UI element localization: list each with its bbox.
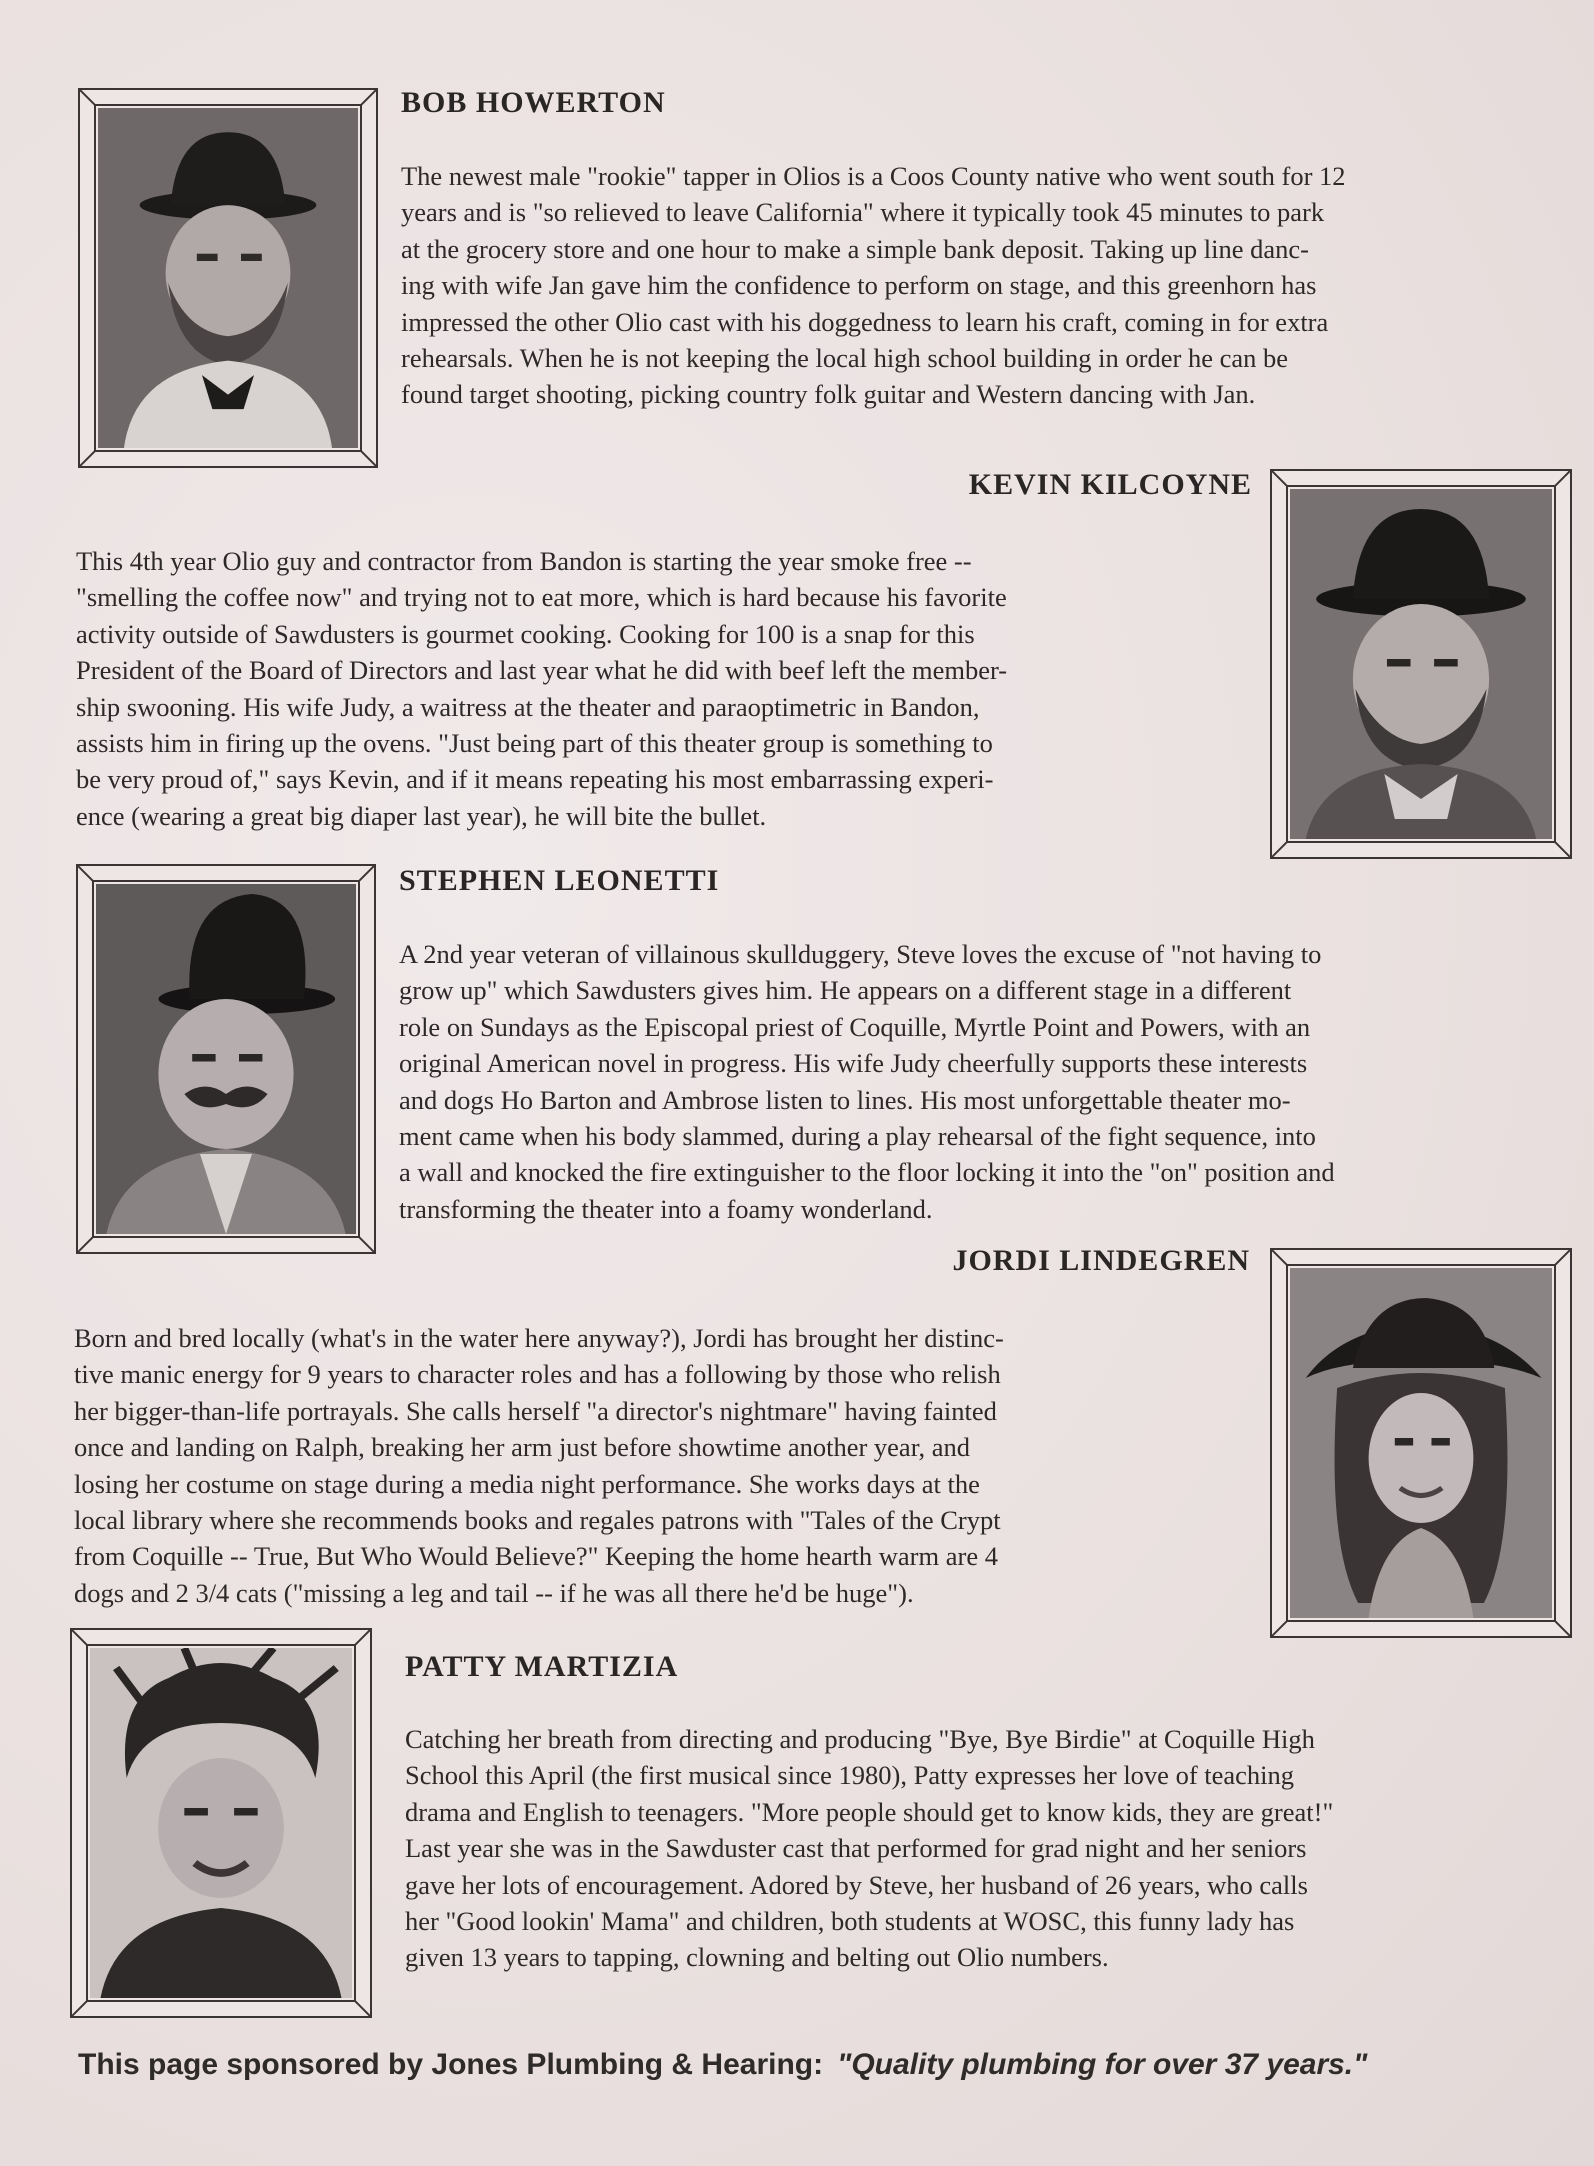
profile-name: JORDI LINDEGREN xyxy=(952,1244,1250,1277)
bio-line: tive manic energy for 9 years to character roles and has a following by those who relish xyxy=(74,1359,1001,1390)
bio-line: ing with wife Jan gave him the confidence to perform on stage, and this greenhorn has xyxy=(401,270,1317,301)
bio-line: impressed the other Olio cast with his doggedness to learn his craft, coming in for extra xyxy=(401,306,1329,337)
bio-line: ence (wearing a great big diaper last year), he will bite the bullet. xyxy=(76,800,767,831)
bio-line: losing her costume on stage during a media night performance. She works days at the xyxy=(74,1468,980,1499)
bio-line: her "Good lookin' Mama" and children, both students at WOSC, this funny lady has xyxy=(405,1906,1295,1937)
bio-line: transforming the theater into a foamy wonderland. xyxy=(399,1193,933,1224)
bio-line: original American novel in progress. His wife Judy cheerfully supports these interests xyxy=(399,1048,1308,1079)
bio-line: her bigger-than-life portrayals. She calls herself "a director's nightmare" having fainted xyxy=(74,1395,997,1426)
bio-line: "smelling the coffee now" and trying not to eat more, which is hard because his favorite xyxy=(76,582,1007,613)
bio-line: found target shooting, picking country folk guitar and Western dancing with Jan. xyxy=(401,379,1256,410)
bio-line: ment came when his body slammed, during a play rehearsal of the fight sequence, into xyxy=(399,1121,1316,1152)
bio-line: rehearsals. When he is not keeping the local high school building in order he can be xyxy=(401,343,1288,374)
photo-frame-jordi-lindegren xyxy=(1270,1248,1572,1638)
profile-bio xyxy=(399,936,1576,1227)
photo-frame-patty-martizia xyxy=(70,1628,372,2018)
bio-line: A 2nd year veteran of villainous skullduggery, Steve loves the excuse of "not having to xyxy=(399,939,1322,969)
bio-line: Born and bred locally (what's in the water here anyway?), Jordi has brought her distinc- xyxy=(74,1323,1004,1353)
bio-line: and dogs Ho Barton and Ambrose listen to lines. His most unforgettable theater mo- xyxy=(399,1084,1291,1115)
bio-line: once and landing on Ralph, breaking her arm just before showtime another year, and xyxy=(74,1432,970,1463)
bio-line: Catching her breath from directing and producing "Bye, Bye Birdie" at Coquille High xyxy=(405,1724,1315,1754)
photo-frame-stephen-leonetti xyxy=(76,864,376,1254)
bio-line: from Coquille -- True, But Who Would Believe?" Keeping the home hearth warm are 4 xyxy=(74,1541,998,1572)
bio-line: grow up" which Sawdusters gives him. He appears on a different stage in a different xyxy=(399,975,1292,1006)
photo-frame-kevin-kilcoyne xyxy=(1270,469,1572,859)
profile-name: KEVIN KILCOYNE xyxy=(968,468,1252,501)
bio-line: President of the Board of Directors and last year what he did with beef left the member- xyxy=(76,655,1008,686)
profile-bio xyxy=(74,1320,1250,1611)
bio-line: Last year she was in the Sawduster cast that performed for grad night and her seniors xyxy=(405,1833,1307,1864)
profile-bio xyxy=(401,158,1576,413)
bio-line: given 13 years to tapping, clowning and belting out Olio numbers. xyxy=(405,1942,1109,1973)
bio-line: a wall and knocked the fire extinguisher to the floor locking it into the "on" position and xyxy=(399,1157,1335,1188)
bio-line: role on Sundays as the Episcopal priest of Coquille, Myrtle Point and Powers, with an xyxy=(399,1011,1311,1042)
sponsor-text: This page sponsored by Jones Plumbing & Hearing: xyxy=(78,2048,824,2081)
profile-name: BOB HOWERTON xyxy=(401,86,666,119)
profile-bio xyxy=(76,543,1252,834)
bio-line: dogs and 2 3/4 cats ("missing a leg and tail -- if he was all there he'd be huge"). xyxy=(74,1577,914,1608)
bio-line: gave her lots of encouragement. Adored by Steve, her husband of 26 years, who calls xyxy=(405,1869,1308,1900)
profile-name: PATTY MARTIZIA xyxy=(405,1650,679,1683)
bio-line: ship swooning. His wife Judy, a waitress at the theater and paraoptimetric in Bandon, xyxy=(76,691,980,722)
sponsor-tagline: "Quality plumbing for over 37 years." xyxy=(837,2048,1368,2081)
bio-line: years and is "so relieved to leave California" where it typically took 45 minutes to park xyxy=(401,197,1325,228)
sponsor-footer xyxy=(78,2048,1367,2082)
bio-line: drama and English to teenagers. "More people should get to know kids, they are great!" xyxy=(405,1796,1334,1827)
profile-bio xyxy=(405,1721,1575,1976)
photo-frame-bob-howerton xyxy=(78,88,378,468)
profile-name: STEPHEN LEONETTI xyxy=(399,864,720,897)
bio-line: at the grocery store and one hour to make a simple bank deposit. Taking up line danc- xyxy=(401,233,1309,264)
bio-line: local library where she recommends books and regales patrons with "Tales of the Crypt xyxy=(74,1505,1001,1536)
bio-line: The newest male "rookie" tapper in Olios is a Coos County native who went south for 12 xyxy=(401,161,1346,191)
bio-line: School this April (the first musical since 1980), Patty expresses her love of teaching xyxy=(405,1760,1295,1791)
bio-line: assists him in firing up the ovens. "Just being part of this theater group is something to xyxy=(76,728,993,759)
bio-line: This 4th year Olio guy and contractor from Bandon is starting the year smoke free -- xyxy=(76,546,972,576)
bio-line: activity outside of Sawdusters is gourmet cooking. Cooking for 100 is a snap for this xyxy=(76,618,975,649)
bio-line: be very proud of," says Kevin, and if it means repeating his most embarrassing experi- xyxy=(76,764,994,795)
